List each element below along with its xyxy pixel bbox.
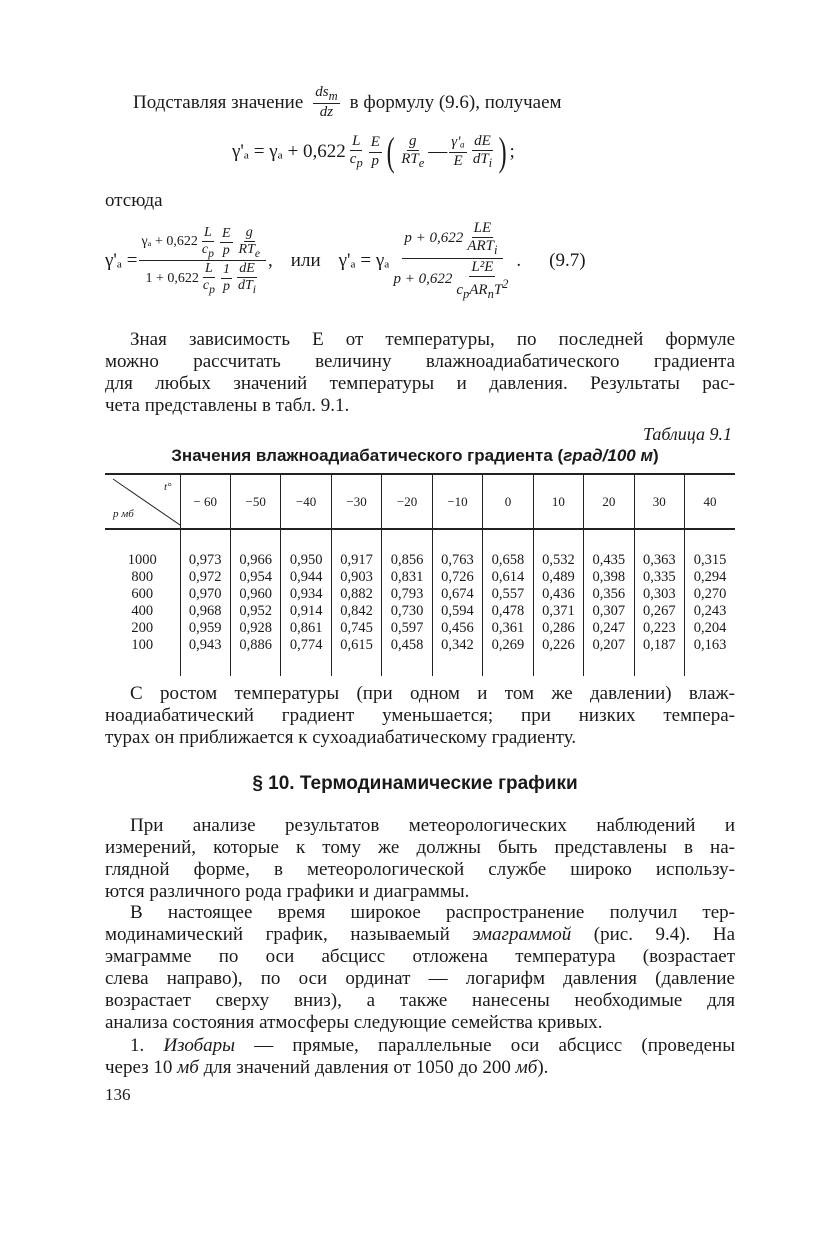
text: E	[453, 152, 463, 169]
corner-cell	[105, 474, 180, 529]
table-row	[105, 637, 735, 676]
text: RT	[401, 151, 419, 168]
text: 1	[221, 262, 232, 279]
value-cell: 0,934	[281, 586, 331, 603]
text: —	[428, 141, 448, 162]
value-cell: 0,763	[432, 529, 482, 569]
value-cell: 0,972	[180, 569, 230, 586]
fraction	[369, 134, 382, 170]
value-cell: 0,307	[584, 603, 634, 620]
fraction	[236, 261, 258, 296]
value-cell: 0,774	[281, 637, 331, 676]
text: dT	[472, 151, 489, 168]
value-cell: 0,436	[533, 586, 583, 603]
gradient-table	[105, 473, 735, 676]
value-cell: 0,532	[533, 529, 583, 569]
value-cell: 0,286	[533, 620, 583, 637]
text: g	[244, 225, 255, 242]
text: отсюда	[105, 190, 163, 211]
value-cell: 0,187	[634, 637, 684, 676]
text: p мб	[113, 508, 134, 520]
text: p + 0,622	[404, 230, 464, 247]
value-cell: 0,952	[230, 603, 280, 620]
text-line: глядной форме, в метеорологической службе широко использу-	[105, 859, 735, 880]
text-line: для любых значений температуры и давления. Результаты рас-	[105, 373, 735, 394]
value-cell: 0,456	[432, 620, 482, 637]
value-cell: 0,658	[483, 529, 533, 569]
fraction	[348, 133, 365, 171]
text-line	[105, 1012, 735, 1034]
text: i	[488, 156, 493, 171]
text: п	[487, 286, 494, 301]
fraction	[454, 259, 510, 302]
text-line: измерений, которые к тому же должны быть представлены в на-	[105, 837, 735, 858]
column-header: 20	[584, 474, 634, 529]
value-cell: 0,973	[180, 529, 230, 569]
value-cell: 0,458	[382, 637, 432, 676]
column-header: − 60	[180, 474, 230, 529]
text: мб	[177, 1057, 199, 1078]
text: i	[252, 283, 257, 297]
text: град/100 м	[563, 446, 654, 465]
text-line: Зная зависимость E от температуры, по последней формуле	[130, 329, 735, 350]
text: слева направо), по оси ординат — логарифм давления (давление	[105, 968, 735, 989]
text: γ'ₐ	[449, 134, 467, 152]
fraction	[399, 133, 426, 171]
value-cell: 0,557	[483, 586, 533, 603]
text: эмаграмме по оси абсцисс отложена температура (возрастает	[105, 946, 735, 967]
table-title	[0, 446, 830, 466]
text: в формулу (9.6), получаем	[349, 91, 562, 113]
text: 1.	[130, 1035, 164, 1056]
value-cell: 0,223	[634, 620, 684, 637]
text: или	[290, 249, 321, 271]
text: ,	[268, 249, 273, 271]
text-line: ются различного рода графики и диаграммы.	[105, 881, 470, 902]
value-cell: 0,615	[331, 637, 381, 676]
value-cell: 0,943	[180, 637, 230, 676]
text: мб	[515, 1057, 538, 1078]
value-cell: 0,954	[230, 569, 280, 586]
value-cell: 0,267	[634, 603, 684, 620]
pressure-cell: 600	[131, 586, 154, 602]
value-cell: 0,226	[533, 637, 583, 676]
text: E	[220, 226, 233, 243]
table-row	[105, 586, 735, 603]
value-cell: 0,726	[432, 569, 482, 586]
section-heading: § 10. Термодинамические графики	[252, 773, 578, 794]
column-header: −40	[281, 474, 331, 529]
value-cell: 0,342	[432, 637, 482, 676]
text: ;	[509, 141, 515, 162]
list-item-1-line-1	[130, 1035, 735, 1057]
value-cell: 0,270	[685, 586, 735, 603]
value-cell: 0,960	[230, 586, 280, 603]
pressure-cell: 100	[131, 637, 154, 653]
text: dE	[472, 133, 493, 151]
value-cell: 0,294	[685, 569, 735, 586]
value-cell: 0,856	[382, 529, 432, 569]
text: dE	[237, 261, 257, 278]
text: p	[356, 156, 363, 171]
formula-1: γ'ₐ = γₐ + 0,622 $\frac{L}{c_p}$ $\frac{E}{p}$ ( $\frac{g}{RT_e}$ — $\frac{\text{γ'ₐ}}{E}$ $\frac{dE}{dT_i}$ ) ;	[232, 129, 515, 174]
text: ).	[537, 1057, 549, 1078]
value-cell: 0,315	[685, 529, 735, 569]
text: модинамический график, называемый	[105, 924, 473, 945]
text-line: можно рассчитать величину влажноадиабатического градиента	[105, 351, 735, 372]
value-cell: 0,914	[281, 603, 331, 620]
formula-9-7	[105, 220, 586, 301]
value-cell: 0,303	[634, 586, 684, 603]
text: L	[203, 261, 215, 278]
text: p	[463, 286, 470, 301]
text: )	[653, 446, 659, 465]
table-row	[105, 569, 735, 586]
value-cell: 0,886	[230, 637, 280, 676]
table-row	[105, 529, 735, 569]
value-cell: 0,831	[382, 569, 432, 586]
text: Подставляя значение	[133, 91, 304, 113]
fraction	[391, 220, 514, 301]
column-header: −30	[331, 474, 381, 529]
fraction	[237, 225, 263, 260]
text: ds	[315, 84, 329, 100]
text: L	[350, 133, 362, 151]
column-header: 30	[634, 474, 684, 529]
value-cell: 0,269	[483, 637, 533, 676]
value-cell: 0,959	[180, 620, 230, 637]
fraction	[465, 220, 499, 258]
pressure-cell: 800	[131, 569, 154, 585]
fraction	[471, 133, 494, 171]
pressure-cell: 200	[131, 620, 154, 636]
text: c	[349, 151, 357, 168]
text: p	[208, 246, 214, 260]
text: c	[202, 278, 210, 294]
equation-number: (9.7)	[549, 249, 586, 271]
text: анализа состояния атмосферы следующие семейства кривых.	[105, 1012, 603, 1033]
text: RT	[238, 241, 255, 257]
text: γ'ₐ = γₐ	[338, 249, 390, 271]
fraction	[201, 261, 217, 296]
value-cell: 0,207	[584, 637, 634, 676]
text: .	[516, 249, 522, 271]
value-cell: 0,966	[230, 529, 280, 569]
fraction	[449, 134, 467, 170]
text-line: чета представлены в табл. 9.1.	[105, 395, 350, 416]
text: p	[371, 152, 380, 169]
text-line: ноадиабатический градиент уменьшается; при низких темпера-	[105, 705, 735, 726]
value-cell: 0,928	[230, 620, 280, 637]
text: для значений давления от 1050 до 200	[198, 1057, 516, 1078]
value-cell: 0,594	[432, 603, 482, 620]
column-header: 0	[483, 474, 533, 529]
text-line	[130, 902, 735, 924]
text: γₐ + 0,622	[141, 234, 198, 250]
page-number: 136	[105, 1085, 131, 1104]
text: p	[209, 283, 215, 297]
column-header: −10	[432, 474, 482, 529]
text: dT	[237, 278, 253, 294]
text: ART	[467, 238, 494, 255]
text: c	[456, 281, 463, 298]
text: e	[418, 156, 425, 171]
value-cell: 0,614	[483, 569, 533, 586]
text: эмаграммой	[472, 924, 572, 945]
value-cell: 0,361	[483, 620, 533, 637]
value-cell: 0,243	[685, 603, 735, 620]
pressure-cell: 400	[131, 603, 154, 619]
text: L²E	[469, 259, 495, 277]
value-cell: 0,745	[331, 620, 381, 637]
text: AR	[469, 281, 488, 298]
fraction	[313, 84, 339, 122]
text: через 10	[105, 1057, 178, 1078]
value-cell: 0,363	[634, 529, 684, 569]
value-cell: 0,842	[331, 603, 381, 620]
value-cell: 0,968	[180, 603, 230, 620]
text: LE	[472, 220, 494, 238]
value-cell: 0,970	[180, 586, 230, 603]
value-cell: 0,489	[533, 569, 583, 586]
text: E	[369, 134, 382, 152]
text: В настоящее время широкое распространение получил тер-	[130, 902, 735, 923]
fraction	[200, 225, 216, 260]
text: T	[493, 281, 503, 298]
table-row	[105, 603, 735, 620]
text: i	[493, 243, 498, 258]
text: 1 + 0,622	[145, 270, 199, 286]
list-item-1-line-2	[105, 1057, 735, 1079]
fraction	[220, 226, 233, 259]
value-cell: 0,597	[382, 620, 432, 637]
value-cell: 0,903	[331, 569, 381, 586]
text: возрастает сверху вниз), а также нанесены необходимые для	[105, 990, 735, 1011]
text-line	[105, 946, 735, 968]
text: Значения влажноадиабатического градиента (	[171, 446, 564, 465]
text: p	[222, 242, 230, 258]
value-cell: 0,335	[634, 569, 684, 586]
value-cell: 0,356	[584, 586, 634, 603]
text: e	[254, 246, 261, 260]
value-cell: 0,163	[685, 637, 735, 676]
column-header: −50	[230, 474, 280, 529]
text: γ'ₐ =	[105, 249, 138, 271]
text: dz	[319, 104, 334, 121]
text: g	[407, 133, 419, 151]
column-header: 40	[685, 474, 735, 529]
table-label: Таблица 9.1	[642, 424, 732, 444]
value-cell: 0,882	[331, 586, 381, 603]
text: p	[222, 279, 230, 295]
text-line	[105, 990, 735, 1012]
text: p + 0,622	[393, 271, 453, 288]
fraction	[139, 225, 266, 297]
text: L	[202, 225, 214, 242]
value-cell: 0,478	[483, 603, 533, 620]
value-cell: 0,247	[584, 620, 634, 637]
text-line: При анализе результатов метеорологических наблюдений и	[130, 815, 735, 836]
text-line: турах он приближается к сухоадиабатическому градиенту.	[105, 727, 577, 748]
text-line: С ростом температуры (при одном и том же давлении) влаж-	[130, 683, 735, 704]
value-cell: 0,793	[382, 586, 432, 603]
value-cell: 0,371	[533, 603, 583, 620]
text: γ'ₐ = γₐ + 0,622	[232, 141, 346, 162]
pressure-cell: 1000	[127, 552, 157, 568]
text: (рис. 9.4). На	[571, 924, 735, 945]
text: c	[201, 241, 209, 257]
text: t°	[164, 481, 172, 493]
table-row	[105, 620, 735, 637]
value-cell: 0,944	[281, 569, 331, 586]
text: m	[328, 89, 338, 103]
text: 2	[502, 276, 509, 291]
value-cell: 0,730	[382, 603, 432, 620]
value-cell: 0,950	[281, 529, 331, 569]
value-cell: 0,435	[584, 529, 634, 569]
column-header: 10	[533, 474, 583, 529]
value-cell: 0,204	[685, 620, 735, 637]
text-line	[105, 968, 735, 990]
value-cell: 0,398	[584, 569, 634, 586]
fraction	[221, 262, 232, 295]
column-header: −20	[382, 474, 432, 529]
value-cell: 0,861	[281, 620, 331, 637]
value-cell: 0,674	[432, 586, 482, 603]
intro-line	[133, 84, 763, 122]
text-line	[105, 924, 735, 946]
text: Изобары	[163, 1035, 235, 1056]
value-cell: 0,917	[331, 529, 381, 569]
text: — прямые, параллельные оси абсцисс (проведены	[235, 1035, 735, 1056]
